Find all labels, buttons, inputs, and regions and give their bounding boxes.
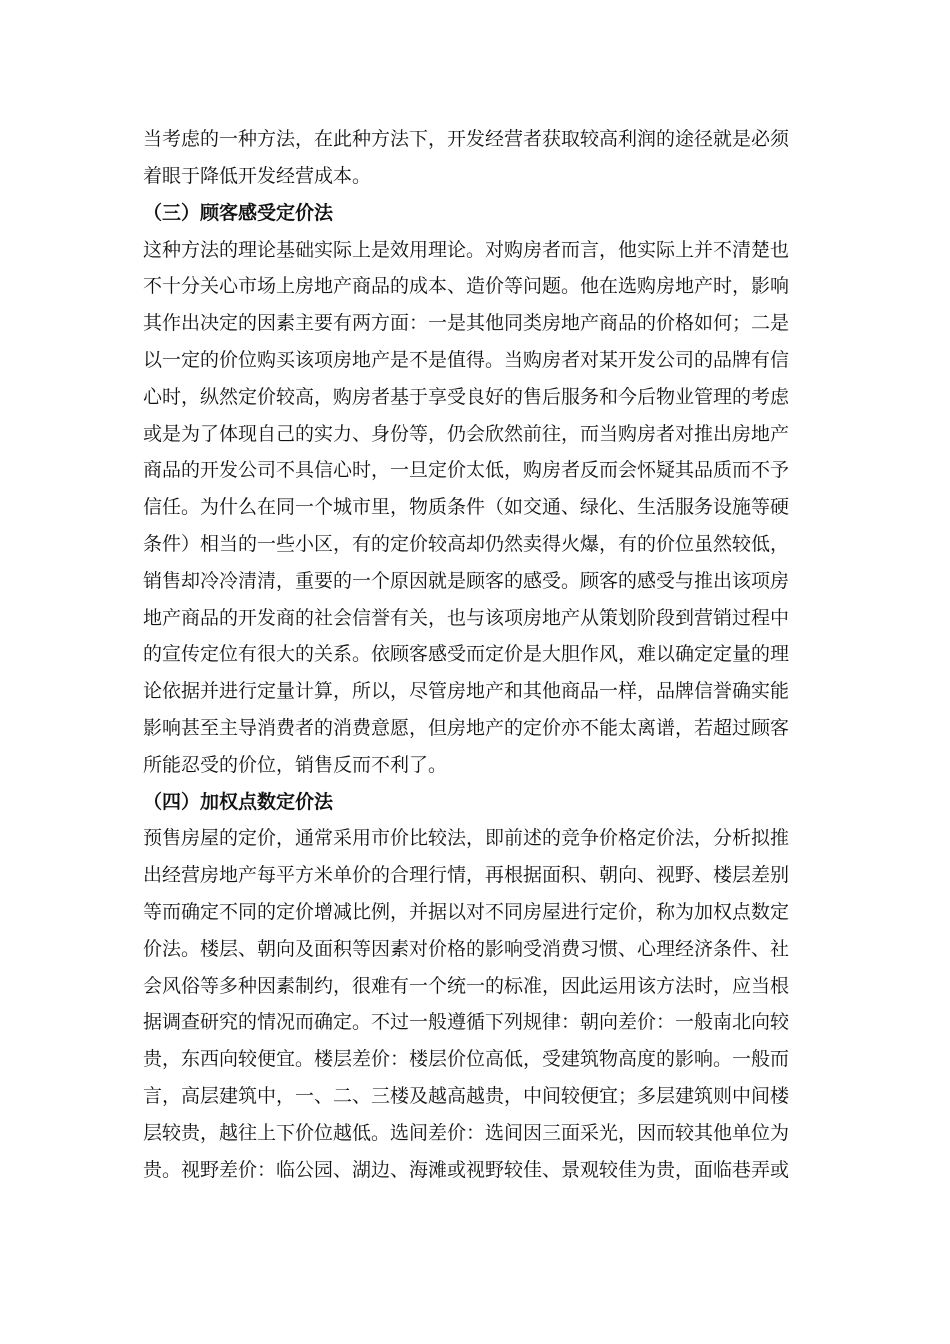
section-heading-4: （四）加权点数定价法 <box>143 791 334 813</box>
body-line: 影响甚至主导消费者的消费意愿，但房地产的定价亦不能太离谱，若超过顾客 <box>143 717 790 739</box>
body-line: 信任。为什么在同一个城市里，物质条件（如交通、绿化、生活服务设施等硬 <box>143 496 790 518</box>
body-line: 层较贵，越往上下价位越低。选间差价：选间因三面采光，因而较其他单位为 <box>143 1122 790 1144</box>
body-line: 其作出决定的因素主要有两方面：一是其他同类房地产商品的价格如何；二是 <box>143 312 790 334</box>
body-line: 销售却冷冷清清，重要的一个原因就是顾客的感受。顾客的感受与推出该项房 <box>143 570 790 592</box>
body-line: 以一定的价位购买该项房地产是不是值得。当购房者对某开发公司的品牌有信 <box>143 349 790 371</box>
body-line: 贵，东西向较便宜。楼层差价：楼层价位高低，受建筑物高度的影响。一般而 <box>143 1048 790 1070</box>
body-line: 商品的开发公司不具信心时，一旦定价太低，购房者反而会怀疑其品质而不予 <box>143 459 790 481</box>
body-line: 着眼于降低开发经营成本。 <box>143 165 372 187</box>
body-line: 等而确定不同的定价增减比例，并据以对不同房屋进行定价，称为加权点数定 <box>143 901 790 923</box>
body-line: 不十分关心市场上房地产商品的成本、造价等问题。他在选购房地产时，影响 <box>143 275 790 297</box>
body-line: 地产商品的开发商的社会信誉有关，也与该项房地产从策划阶段到营销过程中 <box>143 607 790 629</box>
body-line: 的宣传定位有很大的关系。依顾客感受而定价是大胆作风，难以确定定量的理 <box>143 643 790 665</box>
body-line: 论依据并进行定量计算，所以，尽管房地产和其他商品一样，品牌信誉确实能 <box>143 680 790 702</box>
body-line: 所能忍受的价位，销售反而不利了。 <box>143 754 448 776</box>
body-line: 条件）相当的一些小区，有的定价较高却仍然卖得火爆，有的价位虽然较低， <box>143 533 790 555</box>
body-line: 出经营房地产每平方米单价的合理行情，再根据面积、朝向、视野、楼层差别 <box>143 864 790 886</box>
body-line: 据调查研究的情况而确定。不过一般遵循下列规律：朝向差价：一般南北向较 <box>143 1011 790 1033</box>
body-line: 这种方法的理论基础实际上是效用理论。对购房者而言，他实际上并不清楚也 <box>143 239 790 261</box>
body-line: 预售房屋的定价，通常采用市价比较法，即前述的竞争价格定价法，分析拟推 <box>143 827 790 849</box>
body-line: 心时，纵然定价较高，购房者基于享受良好的售后服务和今后物业管理的考虑 <box>143 386 790 408</box>
section-heading-3: （三）顾客感受定价法 <box>143 202 334 224</box>
body-line: 当考虑的一种方法，在此种方法下，开发经营者获取较高利润的途径就是必须 <box>143 128 790 150</box>
body-line: 或是为了体现自己的实力、身份等，仍会欣然前往，而当购房者对推出房地产 <box>143 423 790 445</box>
body-line: 会风俗等多种因素制约，很难有一个统一的标准，因此运用该方法时，应当根 <box>143 975 790 997</box>
body-line: 言，高层建筑中，一、二、三楼及越高越贵，中间较便宜；多层建筑则中间楼 <box>143 1085 790 1107</box>
body-line: 价法。楼层、朝向及面积等因素对价格的影响受消费习惯、心理经济条件、社 <box>143 938 790 960</box>
body-line: 贵。视野差价：临公园、湖边、海滩或视野较佳、景观较佳为贵，面临巷弄或 <box>143 1159 790 1181</box>
